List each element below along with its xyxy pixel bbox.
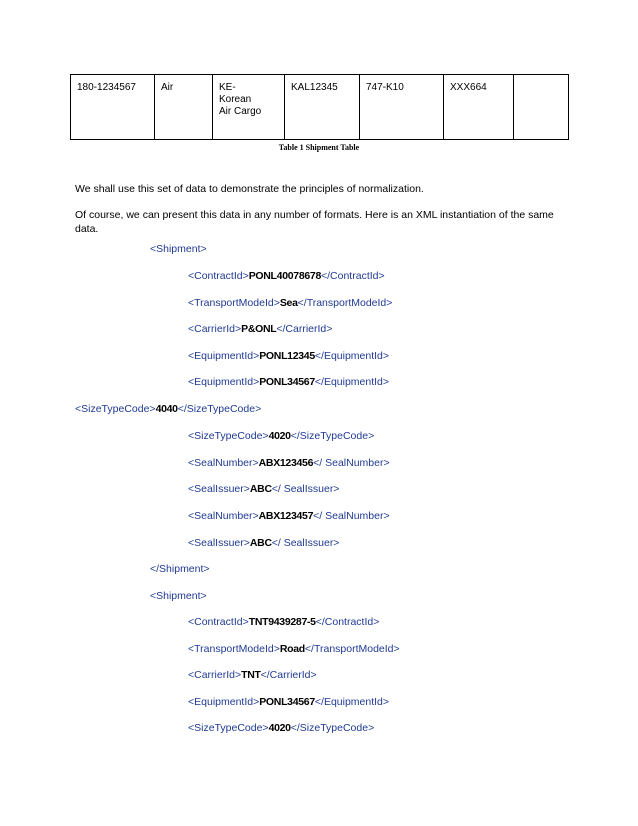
xml-open-tag: <ContractId>	[188, 616, 249, 628]
xml-line	[188, 429, 374, 443]
table-cell-empty	[514, 75, 569, 140]
xml-value: PONL12345	[259, 350, 315, 362]
xml-open-tag: <SealIssuer>	[188, 537, 250, 549]
xml-line	[188, 695, 389, 709]
xml-open-tag: <SizeTypeCode>	[75, 403, 156, 415]
xml-close-tag: </ SealNumber>	[313, 457, 390, 469]
shipment-table	[70, 74, 569, 140]
xml-value: ABX123457	[258, 510, 314, 522]
xml-close-tag: </SizeTypeCode>	[177, 403, 262, 415]
xml-line	[188, 269, 385, 283]
xml-line	[188, 642, 400, 656]
table-cell-carrier: KE- Korean Air Cargo	[213, 75, 285, 140]
xml-close-tag: </ SealNumber>	[313, 510, 390, 522]
xml-value: PONL34567	[259, 696, 315, 708]
xml-close-tag: </Shipment>	[150, 563, 210, 575]
xml-line	[188, 349, 389, 363]
xml-open-tag: <EquipmentId>	[188, 696, 260, 708]
xml-value: PONL40078678	[248, 270, 321, 282]
xml-value: ABC	[249, 483, 272, 495]
xml-line	[188, 536, 339, 550]
xml-close-tag: </CarrierId>	[276, 323, 333, 335]
xml-open-tag: <Shipment>	[150, 243, 207, 255]
xml-line	[188, 509, 390, 523]
xml-close-tag: </TransportModeId>	[297, 297, 393, 309]
xml-value: P&ONL	[241, 323, 277, 335]
xml-open-tag: <EquipmentId>	[188, 350, 260, 362]
xml-open-tag: <TransportModeId>	[188, 643, 280, 655]
xml-close-tag: </TransportModeId>	[304, 643, 400, 655]
xml-close-tag: </EquipmentId>	[314, 350, 390, 362]
xml-open-tag: <SealNumber>	[188, 457, 259, 469]
xml-value: 4040	[155, 403, 178, 415]
xml-value: TNT9439287-5	[248, 616, 316, 628]
xml-line	[188, 615, 379, 629]
table-cell-flight: KAL12345	[285, 75, 360, 140]
xml-open-tag: <SizeTypeCode>	[188, 722, 269, 734]
xml-open-tag: <Shipment>	[150, 590, 207, 602]
xml-value: Road	[279, 643, 305, 655]
xml-value: 4020	[268, 430, 291, 442]
xml-close-tag: </CarrierId>	[260, 669, 317, 681]
xml-close-tag: </ SealIssuer>	[271, 537, 340, 549]
table-caption: Table 1 Shipment Table	[278, 143, 360, 152]
xml-close-tag: </ SealIssuer>	[271, 483, 340, 495]
xml-line	[188, 456, 390, 470]
table-cell-code: XXX664	[444, 75, 514, 140]
xml-close-tag: </SizeTypeCode>	[290, 722, 375, 734]
xml-close-tag: </EquipmentId>	[314, 376, 390, 388]
table-cell-mode: Air	[155, 75, 213, 140]
xml-open-tag: <EquipmentId>	[188, 376, 260, 388]
xml-line	[188, 296, 392, 310]
xml-open-tag: <SizeTypeCode>	[188, 430, 269, 442]
table-cell-aircraft: 747-K10	[360, 75, 444, 140]
table-row	[71, 75, 569, 140]
xml-open-tag: <CarrierId>	[188, 323, 242, 335]
xml-line	[150, 589, 207, 603]
xml-line	[188, 668, 317, 682]
xml-value: Sea	[279, 297, 298, 309]
xml-close-tag: </ContractId>	[315, 616, 380, 628]
xml-open-tag: <CarrierId>	[188, 669, 242, 681]
xml-value: PONL34567	[259, 376, 315, 388]
xml-open-tag: <SealIssuer>	[188, 483, 250, 495]
xml-line	[188, 721, 374, 735]
xml-value: TNT	[241, 669, 261, 681]
xml-line	[75, 402, 261, 416]
xml-close-tag: </ContractId>	[321, 270, 385, 282]
xml-open-tag: <ContractId>	[188, 270, 249, 282]
paragraph-xml-intro: Of course, we can present this data in any number of formats. Here is an XML instantiation of the same data.	[75, 209, 554, 235]
paragraph-normalization: We shall use this set of data to demonstrate the principles of normalization.	[75, 183, 424, 195]
xml-line	[188, 482, 339, 496]
xml-line	[150, 242, 207, 256]
xml-line	[188, 322, 332, 336]
xml-line	[150, 562, 210, 576]
xml-open-tag: <SealNumber>	[188, 510, 259, 522]
table-cell-awb: 180-1234567	[71, 75, 155, 140]
xml-open-tag: <TransportModeId>	[188, 297, 280, 309]
xml-value: ABX123456	[258, 457, 314, 469]
xml-value: ABC	[249, 537, 272, 549]
xml-close-tag: </SizeTypeCode>	[290, 430, 375, 442]
xml-line	[188, 375, 389, 389]
xml-value: 4020	[268, 722, 291, 734]
xml-close-tag: </EquipmentId>	[314, 696, 390, 708]
